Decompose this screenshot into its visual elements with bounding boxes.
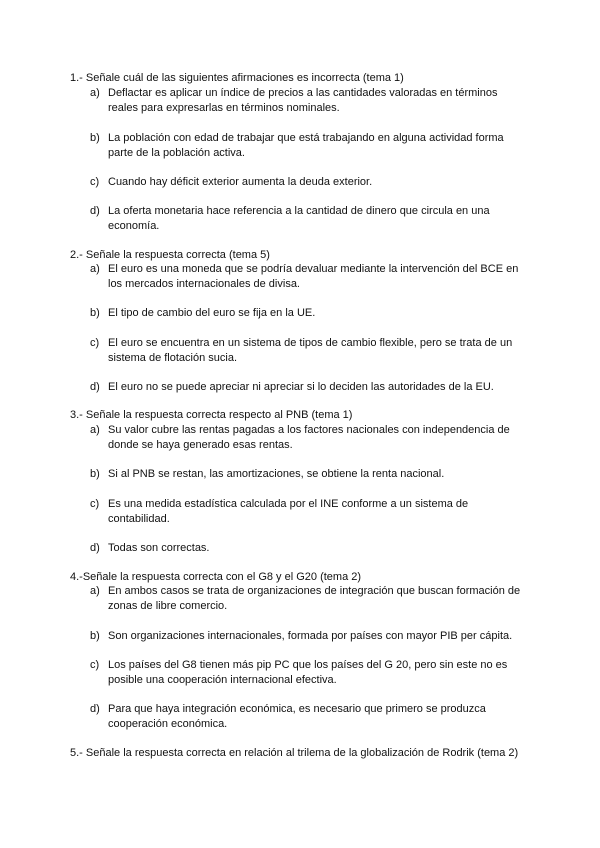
- option-text: La población con edad de trabajar que está trabajando en alguna actividad forma parte de la población activa.: [108, 132, 504, 159]
- option-text: El euro no se puede apreciar ni apreciar si lo deciden las autoridades de la EU.: [108, 381, 494, 393]
- option-text: Su valor cubre las rentas pagadas a los factores nacionales con independencia de donde se haya generado esas rentas.: [108, 424, 510, 451]
- question-1-option-b: [90, 131, 530, 161]
- option-letter: c): [90, 659, 100, 671]
- option-text: Si al PNB se restan, las amortizaciones, se obtiene la renta nacional.: [108, 468, 445, 480]
- option-letter: c): [90, 176, 100, 188]
- option-letter: d): [90, 542, 100, 554]
- option-letter: a): [90, 263, 100, 275]
- question-2-option-d: [90, 380, 530, 395]
- question-3-title: 3.- Señale la respuesta correcta respecto al PNB (tema 1): [70, 409, 353, 421]
- question-1-option-a: [90, 86, 530, 116]
- option-letter: d): [90, 703, 100, 715]
- question-3-option-c: [90, 497, 530, 527]
- question-1-title: 1.- Señale cuál de las siguientes afirmaciones es incorrecta (tema 1): [70, 72, 404, 84]
- question-5-title: 5.- Señale la respuesta correcta en relación al trilema de la globalización de Rodrik (tema 2): [70, 747, 519, 759]
- option-letter: b): [90, 630, 100, 642]
- option-letter: d): [90, 205, 100, 217]
- question-2-option-b: [90, 306, 530, 321]
- question-4-option-d: [90, 702, 530, 732]
- option-text: El tipo de cambio del euro se fija en la UE.: [108, 307, 316, 319]
- option-text: Los países del G8 tienen más pip PC que los países del G 20, pero sin este no es posible una cooperación internacional efectiva.: [108, 659, 508, 686]
- question-4-option-c: [90, 658, 530, 688]
- option-letter: a): [90, 424, 100, 436]
- option-text: Deflactar es aplicar un índice de precios a las cantidades valoradas en términos reales para expresarlas en términos nominales.: [108, 87, 498, 114]
- option-letter: d): [90, 381, 100, 393]
- option-text: El euro es una moneda que se podría devaluar mediante la intervención del BCE en los mercados internacionales de divisa.: [108, 263, 519, 290]
- question-1-option-d: [90, 204, 530, 234]
- option-text: Son organizaciones internacionales, formada por países con mayor PIB per cápita.: [108, 630, 513, 642]
- option-letter: c): [90, 498, 100, 510]
- option-letter: a): [90, 87, 100, 99]
- option-text: En ambos casos se trata de organizaciones de integración que buscan formación de zonas de libre comercio.: [108, 585, 521, 612]
- question-2-title: 2.- Señale la respuesta correcta (tema 5): [70, 249, 270, 261]
- question-1-option-c: [90, 175, 530, 190]
- option-text: La oferta monetaria hace referencia a la cantidad de dinero que circula en una economía.: [108, 205, 490, 232]
- question-3-option-d: [90, 541, 530, 556]
- option-letter: a): [90, 585, 100, 597]
- question-4-option-b: [90, 629, 530, 644]
- option-text: Es una medida estadística calculada por el INE conforme a un sistema de contabilidad.: [108, 498, 469, 525]
- option-letter: b): [90, 132, 100, 144]
- option-text: El euro se encuentra en un sistema de tipos de cambio flexible, pero se trata de un sistema de flotación sucia.: [108, 337, 513, 364]
- question-2-option-c: [90, 336, 530, 366]
- question-2-option-a: [90, 262, 530, 292]
- option-text: Para que haya integración económica, es necesario que primero se produzca cooperación económica.: [108, 703, 486, 730]
- question-3-option-a: [90, 423, 530, 453]
- question-3-option-b: [90, 467, 530, 482]
- option-letter: b): [90, 468, 100, 480]
- question-4-option-a: [90, 584, 530, 614]
- option-letter: b): [90, 307, 100, 319]
- option-text: Cuando hay déficit exterior aumenta la deuda exterior.: [108, 176, 373, 188]
- option-letter: c): [90, 337, 100, 349]
- option-text: Todas son correctas.: [108, 542, 210, 554]
- question-4-title: 4.-Señale la respuesta correcta con el G8 y el G20 (tema 2): [70, 571, 362, 583]
